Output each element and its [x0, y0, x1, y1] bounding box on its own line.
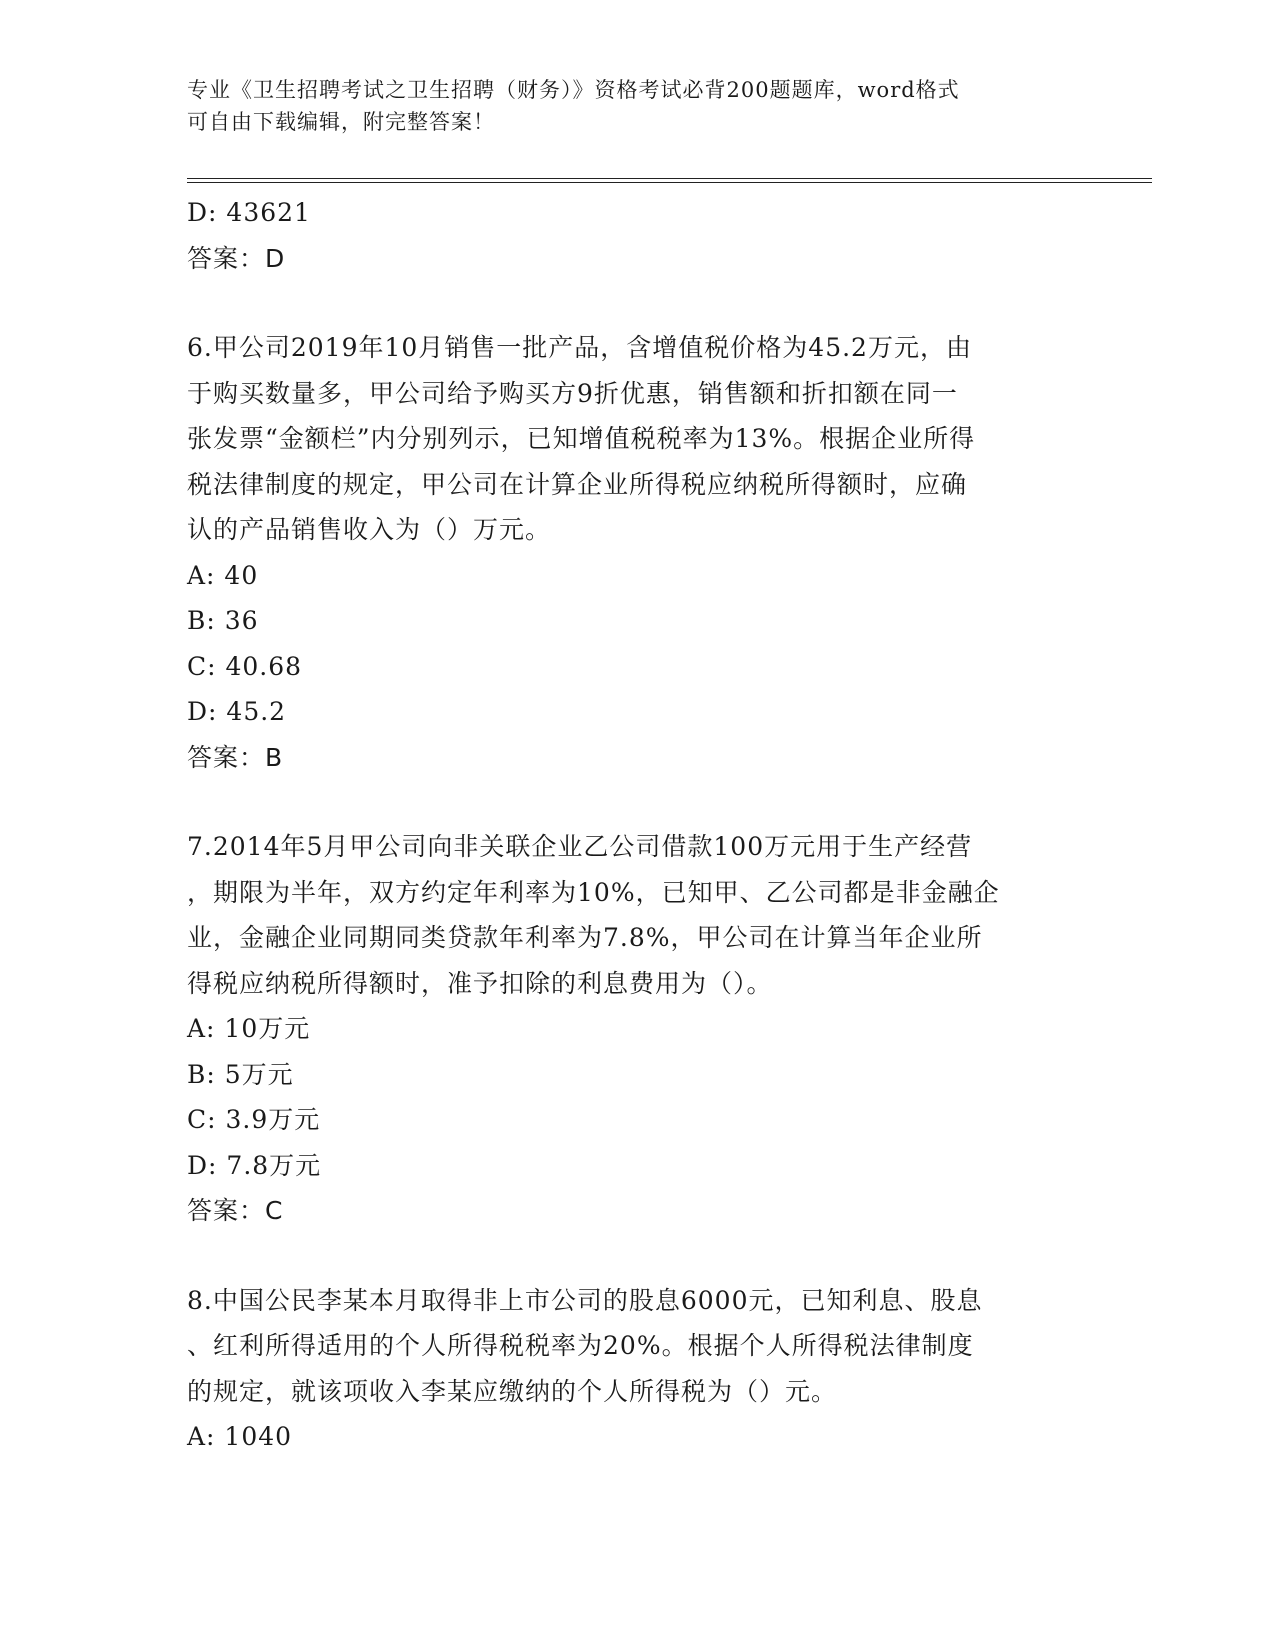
question-8: [187, 1278, 1087, 1460]
header-divider-top: [187, 178, 1152, 179]
answer-line: 答案：B: [187, 742, 284, 772]
question-stem-line: 业，金融企业同期同类贷款年利率为7.8%，甲公司在计算当年企业所: [187, 923, 983, 952]
header-title-line-2: 可自由下载编辑，附完整答案！: [187, 110, 495, 134]
option-c: C: 40.68: [187, 651, 303, 681]
option-d: D: 45.2: [187, 697, 287, 726]
header-title-line-1: 专业《卫生招聘考试之卫生招聘（财务）》资格考试必背200题题库，word格式: [187, 78, 960, 102]
option-b: B: 36: [187, 606, 259, 635]
spacer: [187, 281, 1087, 325]
question-stem-line: 税法律制度的规定，甲公司在计算企业所得税应纳税所得额时，应确: [187, 469, 968, 499]
option-c: C: 3.9万元: [187, 1105, 321, 1134]
question-stem-line: 认的产品销售收入为（）万元。: [187, 515, 552, 544]
option-a: A: 40: [187, 560, 259, 590]
option-d: D: 7.8万元: [187, 1150, 322, 1180]
question-stem-line: 得税应纳税所得额时，准予扣除的利息费用为（）。: [187, 968, 773, 998]
question-content: [187, 190, 1087, 1460]
answer-line: 答案：C: [187, 1196, 284, 1225]
question-stem-line: 于购买数量多，甲公司给予购买方9折优惠，销售额和折扣额在同一: [187, 378, 958, 408]
question-stem-line: 6.甲公司2019年10月销售一批产品，含增值税价格为45.2万元，由: [187, 333, 972, 362]
question-stem-line: 的规定，就该项收入李某应缴纳的个人所得税为（）元。: [187, 1376, 838, 1406]
question-stem-line: 7.2014年5月甲公司向非关联企业乙公司借款100万元用于生产经营: [187, 832, 973, 861]
header-divider-bottom: [187, 182, 1152, 183]
question-stem-line: 张发票“金额栏”内分别列示，已知增值税税率为13%。根据企业所得: [187, 424, 976, 453]
question-stem-line: 8.中国公民李某本月取得非上市公司的股息6000元，已知利息、股息: [187, 1285, 983, 1315]
question-stem-line: 、红利所得适用的个人所得税税率为20%。根据个人所得税法律制度: [187, 1331, 974, 1360]
answer-line: 答案：D: [187, 243, 286, 273]
option-d: D: 43621: [187, 198, 311, 227]
spacer: [187, 1234, 1087, 1278]
question-stem-line: ，期限为半年，双方约定年利率为10%，已知甲、乙公司都是非金融企: [187, 877, 1000, 907]
spacer: [187, 780, 1087, 824]
option-a: A: 1040: [187, 1422, 293, 1451]
question-7: [187, 824, 1087, 1234]
option-a: A: 10万元: [187, 1014, 311, 1043]
question-6: [187, 325, 1087, 780]
option-b: B: 5万元: [187, 1059, 294, 1089]
document-header: [187, 74, 1067, 138]
